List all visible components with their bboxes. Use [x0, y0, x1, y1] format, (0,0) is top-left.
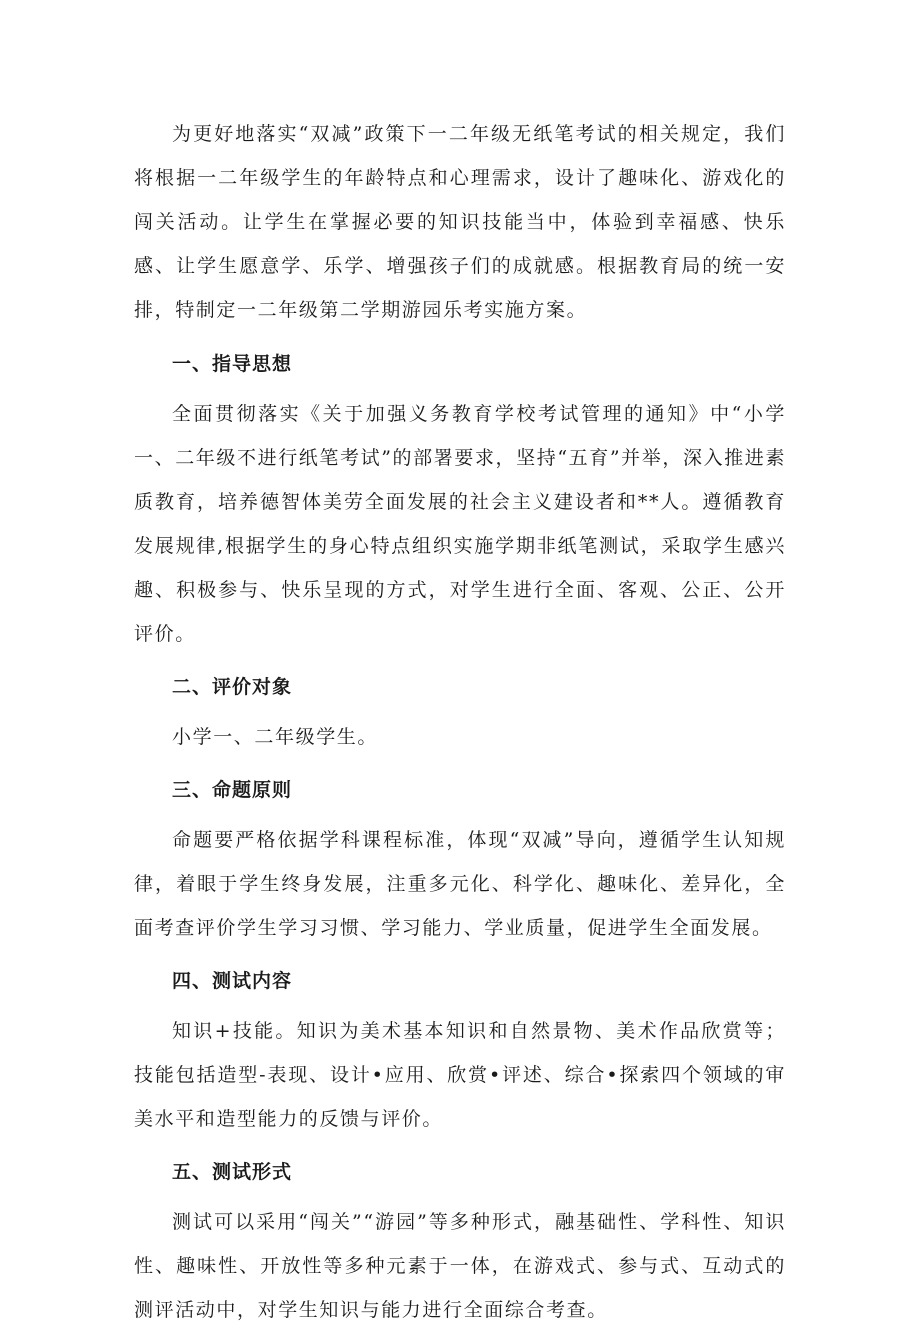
section-heading-guiding-ideology: 一、指导思想 — [172, 353, 293, 375]
document-page — [134, 112, 786, 1332]
section-body-proposition-principles: 命题要严格依据学科课程标准，体现“双减”导向，遵循学生认知规律，着眼于学生终身发展，注重多元化、科学化、趣味化、差异化，全面考查评价学生学习习惯、学习能力、学业质量，促进学生全面发展。 — [134, 829, 786, 939]
section-heading-evaluation-target: 二、评价对象 — [172, 676, 293, 698]
section-body-test-form: 测试可以采用“闯关”“游园”等多种形式，融基础性、学科性、知识性、趣味性、开放性等多种元素于一体，在游戏式、参与式、互动式的测评活动中，对学生知识与能力进行全面综合考查。 — [134, 1211, 786, 1321]
section-heading-test-content: 四、测试内容 — [172, 970, 293, 992]
section-heading-proposition-principles: 三、命题原则 — [172, 779, 293, 801]
section-body-guiding-ideology: 全面贯彻落实《关于加强义务教育学校考试管理的通知》中“小学一、二年级不进行纸笔考试”的部署要求，坚持“五育”并举，深入推进素质教育，培养德智体美劳全面发展的社会主义建设者和**人。遵循教育发展规律,根据学生的身心特点组织实施学期非纸笔测试，采取学生感兴趣、积极参与、快乐呈现的方式，对学生进行全面、客观、公正、公开评价。 — [134, 403, 786, 645]
section-heading-test-form: 五、测试形式 — [172, 1161, 293, 1183]
section-body-evaluation-target: 小学一、二年级学生。 — [172, 726, 379, 748]
section-body-test-content: 知识+技能。知识为美术基本知识和自然景物、美术作品欣赏等；技能包括造型-表现、设计•应用、欣赏•评述、综合•探索四个领域的审美水平和造型能力的反馈与评价。 — [134, 1020, 786, 1130]
intro-paragraph: 为更好地落实“双减”政策下一二年级无纸笔考试的相关规定，我们将根据一二年级学生的年龄特点和心理需求，设计了趣味化、游戏化的闯关活动。让学生在掌握必要的知识技能当中，体验到幸福感、快乐感、让学生愿意学、乐学、增强孩子们的成就感。根据教育局的统一安排，特制定一二年级第二学期游园乐考实施方案。 — [134, 123, 786, 321]
